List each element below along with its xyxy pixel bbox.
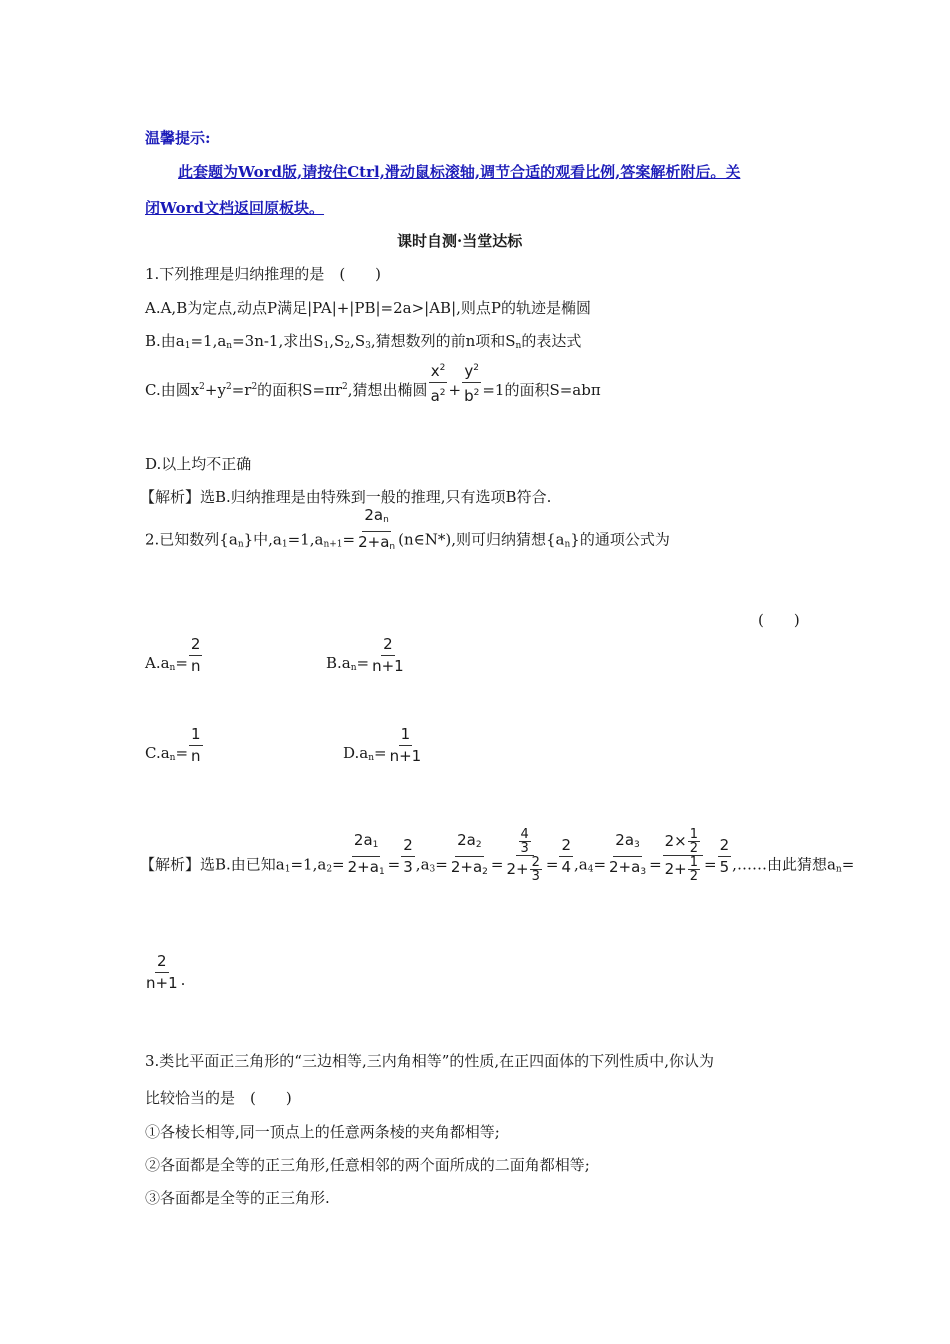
section-title: 课时自测·当堂达标 [397,232,523,250]
q2-option-d: $D.a_n=$ $\frac{1}{n+1}$ [343,724,422,765]
tip-line-1[interactable]: 此套题为Word版,请按住Ctrl,滑动鼠标滚轴,调节合适的观看比例,答案解析附后。关 [178,163,741,181]
q2-answer-paren: ( ) [758,611,800,629]
q3-stem-line-2: 比较恰当的是 ( ) [145,1089,292,1107]
q1-option-b: B.由$a_1=1,a_n=3n-1$,求出$S_1,S_2,S_3$,猜想数列的前n项和$S_n$的表达式 [145,332,582,351]
ellipse-y-fraction: $\frac{y^2}{b^2}$ [462,357,481,406]
q2-option-b: $B.a_n=$ $\frac{2}{n+1}$ [326,634,404,675]
q3-stem-line-1: 3.类比平面正三角形的“三边相等,三内角相等”的性质,在正四面体的下列性质中,你认为 [145,1052,714,1070]
q1-stem: 1.下列推理是归纳推理的是 ( ) [145,265,382,283]
q2-option-c: $C.a_n=$ $\frac{1}{n}$ [145,724,201,765]
q1-option-a: A.A,B为定点,动点P满足|PA|+|PB|=2a>|AB|,则点P的轨迹是椭圆 [145,299,591,317]
q1-analysis: 【解析】选B.归纳推理是由特殊到一般的推理,只有选项B符合. [140,488,552,506]
q2-option-a: $A.a_n=$ $\frac{2}{n}$ [145,634,201,675]
q2-analysis: 【解析】选B.由已知$a_1=1,a_2=$ $\frac{2a_1}{2+a_1}$ = $\frac{2}{3}$ $,a_3=$ $\frac{2a_2}{2+a_2}$ = $\frac{4}{3}$ 2+ $\frac{2}{3}$ = $\frac{2}{4}$ $,a_4=$ $\frac{2a_3}{2+a_3}$ = 2× $\frac{1}{2}$ 2+ $\frac{1}{2}$ = $\frac{2}{5}$ ,……由此猜想$a_n=$ [140,827,855,884]
q3-option-2: ②各面都是全等的正三角形,任意相邻的两个面所成的二面角都相等; [145,1156,590,1174]
q3-option-1: ①各棱长相等,同一顶点上的任意两条棱的夹角都相等; [145,1123,500,1141]
recurrence-fraction: $\frac{2a_n}{2+a_n}$ [358,506,396,552]
q3-option-3: ③各面都是全等的正三角形. [145,1189,330,1207]
q1-option-d: D.以上均不正确 [145,455,252,473]
tip-heading: 温馨提示: [145,129,211,147]
q1-option-c: C.由圆$x^2+y^2=r^2$的面积$S=\pi r^2$,猜想出椭圆 $\frac{x^2}{a^2}$ + $\frac{y^2}{b^2}$ =1的面积S=abπ [145,362,601,416]
q2-stem: 2.已知数列$\{a_n\}$中$,a_1=1,a_{n+1}=$ $\frac{2a_n}{2+a_n}$ (n∈N*),则可归纳猜想$\{a_n\}$的通项公式为 [145,514,670,570]
q2-analysis-tail: $\frac{2}{n+1}$ . [146,951,186,992]
tip-line-2[interactable]: 闭Word文档返回原板块。 [145,199,325,217]
ellipse-x-fraction: $\frac{x^2}{a^2}$ [429,357,448,406]
